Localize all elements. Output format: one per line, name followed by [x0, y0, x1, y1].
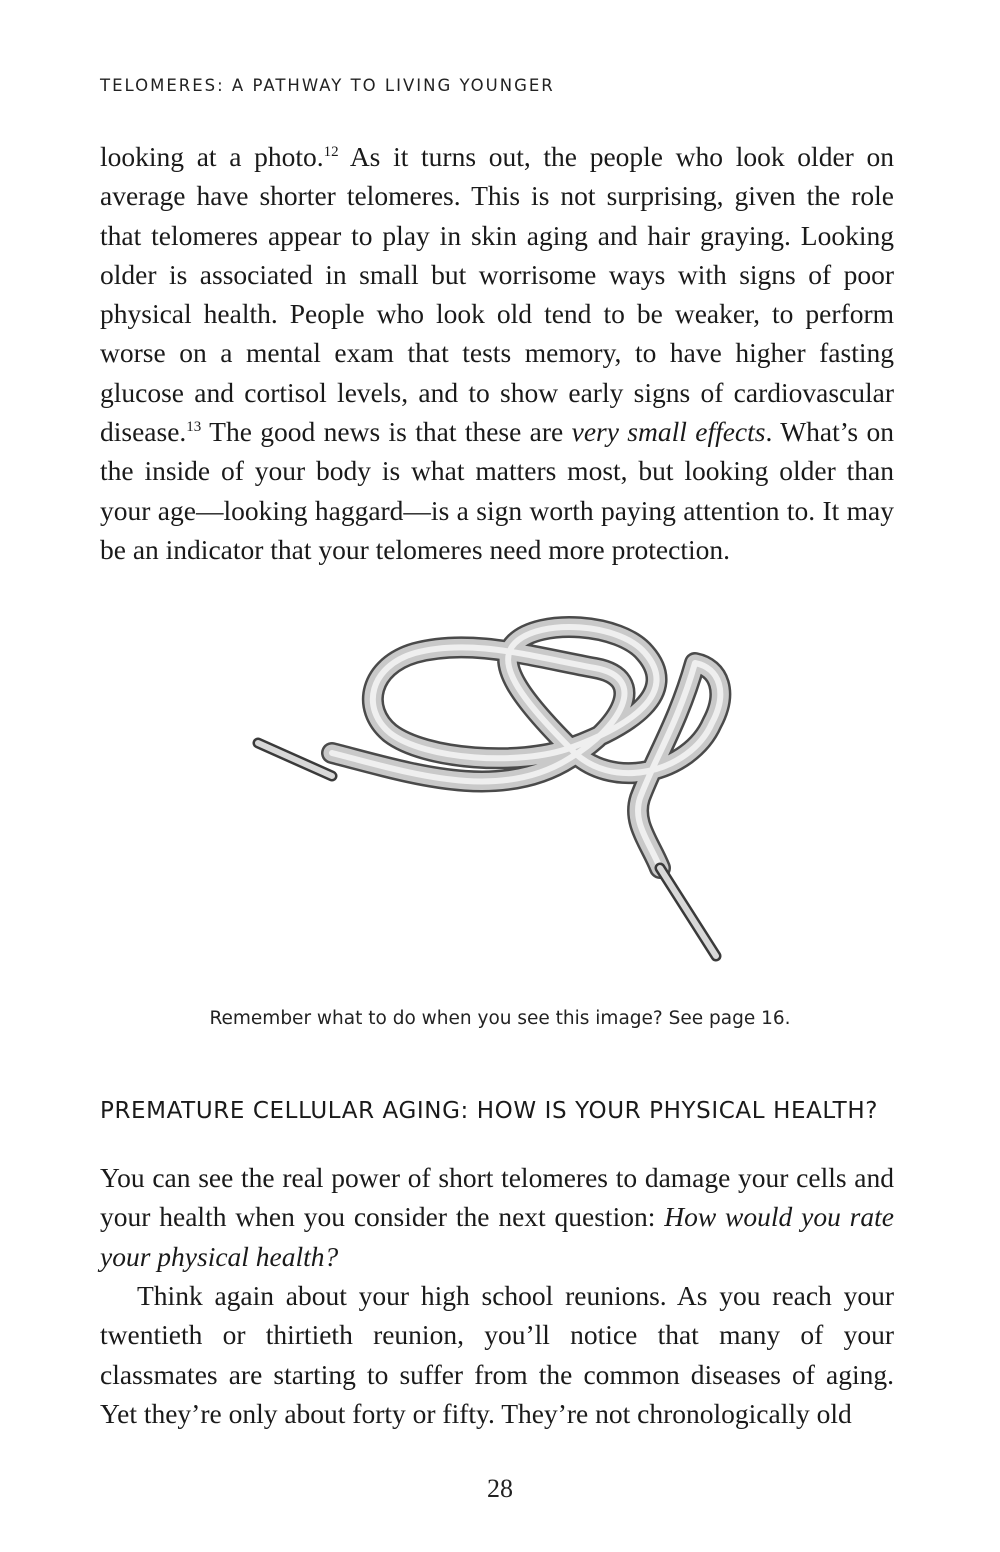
shoelace-illustration-icon [240, 598, 740, 978]
figure-caption: Remember what to do when you see this image? See page 16. [209, 1008, 791, 1029]
para2-emphasis: How would you rate your physical health? [100, 1201, 894, 1272]
body-paragraph-2 [100, 1158, 894, 1276]
page-number: 28 [487, 1474, 513, 1503]
para1-text-3: The good news is that these are [201, 416, 572, 448]
para3-text: Think again about your high school reunions. As you reach your twentieth or thirtieth reunion, you’ll notice that many of your classmates are starting to suffer from the common diseases of aging. Yet they’re only about forty or fifty. They’re not chronologically old [100, 1280, 894, 1429]
para1-text-2: As it turns out, the people who look older on average have shorter telomeres. This is not surprising, given the role that telomeres appear to play in skin aging and hair graying. Looking older is associated in small but worrisome ways with signs of poor physical health. People who look old tend to be weaker, to perform worse on a mental exam that tests memory, to have higher fasting glucose and cortisol levels, and to show early signs of cardiovascular disease. [100, 141, 894, 448]
endnote-ref-13[interactable]: 13 [186, 419, 202, 436]
para1-text-4: . What’s on the inside of your body is what matters most, but looking older than your age—looking haggard—is a sign worth paying attention to. It may be an indicator that your telomeres need more protection. [100, 416, 894, 565]
para1-emphasis: very small effects [571, 416, 766, 448]
endnote-ref-12[interactable]: 12 [323, 144, 339, 160]
section-heading: PREMATURE CELLULAR AGING: HOW IS YOUR PHYSICAL HEALTH? [100, 1098, 879, 1124]
para1-text-1: looking at a photo. [100, 141, 324, 172]
body-paragraph-1 [100, 137, 894, 569]
running-head: TELOMERES: A PATHWAY TO LIVING YOUNGER [100, 76, 555, 95]
para2-text-1: You can see the real power of short telomeres to damage your cells and your health when you consider the next question: [100, 1162, 894, 1233]
body-paragraph-3 [100, 1276, 894, 1433]
